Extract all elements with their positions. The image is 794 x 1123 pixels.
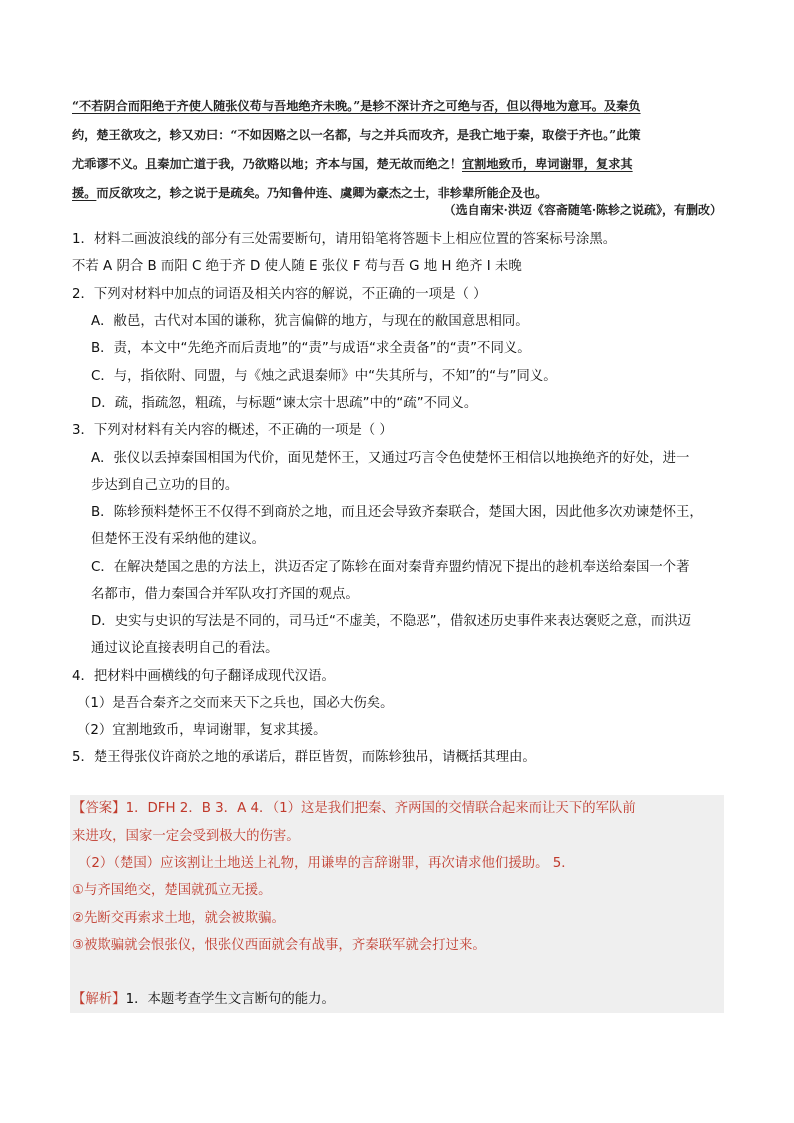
question-3-option-d-cont: 通过议论直接表明自己的看法。 (91, 641, 279, 656)
question-1-sentence: 不若 A 阴合 B 而阳 C 绝于齐 D 使人随 E 张仪 F 苟与吾 G 地 H 绝齐 I 未晚 (72, 259, 522, 274)
question-1: 1．材料二画波浪线的部分有三处需要断句，请用铅笔将答题卡上相应位置的答案标号涂黑。 (72, 232, 617, 247)
passage-line (72, 121, 724, 150)
answer-tag: 【答案】 (72, 801, 126, 816)
question-3: 3．下列对材料有关内容的概述，不正确的一项是（ ） (72, 423, 393, 438)
passage-text: 约，楚王欲攻之，轸又劝曰：“不如因赂之以一名都，与之并兵而攻齐，是我亡地于秦，取偿于齐也。”此策 (72, 128, 641, 142)
question-4: 4．把材料中画横线的句子翻译成现代汉语。 (72, 669, 335, 684)
question-3-option-b-cont: 但楚怀王没有采纳他的建议。 (91, 532, 266, 547)
answer-line: （2）（楚国）应该割让土地送上礼物，用谦卑的言辞谢罪，再次请求他们援助。 5． (78, 856, 575, 871)
answer-line: 来进攻，国家一定会受到极大的伤害。 (72, 829, 300, 844)
passage-text: 尤乖谬不义。且秦加亡道于我，乃欲赂以地；齐本与国，楚无故而绝之！ (72, 157, 462, 171)
question-2-option-b: B．责，本文中“先绝齐而后责地”的“责”与成语“求全责备”的“责”不同义。 (91, 341, 531, 356)
underlined-sentence: 援。 (72, 186, 97, 200)
question-2: 2．下列对材料中加点的词语及相关内容的解说，不正确的一项是（ ） (72, 287, 487, 302)
question-4-part-1: （1）是吾合秦齐之交而来天下之兵也，国必大伤矣。 (77, 696, 394, 711)
analysis-line (72, 991, 335, 1009)
question-3-option-c-cont: 名都市，借力秦国合并军队攻打齐国的观点。 (91, 587, 359, 602)
answer-line (72, 800, 636, 818)
question-3-option-c: C．在解决楚国之患的方法上，洪迈否定了陈轸在面对秦背弃盟约情况下提出的趁机奉送给秦国一个著 (91, 560, 690, 575)
passage-text: 而反欲攻之，轸之说于是疏矣。乃知鲁仲连、虞卿为豪杰之士，非轸辈所能企及也。 (96, 186, 548, 200)
answer-text: 1．DFH 2．B 3．A 4．（1）这是我们把秦、齐两国的交情联合起来而让天下的军队前 (125, 801, 636, 816)
question-5: 5．楚王得张仪许商於之地的承诺后，群臣皆贺，而陈轸独吊，请概括其理由。 (72, 750, 536, 765)
classical-passage (72, 92, 724, 208)
answer-point-3: ③被欺骗就会恨张仪，恨张仪西面就会有战事，齐秦联军就会打过来。 (72, 938, 486, 953)
question-2-option-c: C．与，指依附、同盟，与《烛之武退秦师》中“失其所与，不知”的“与”同义。 (91, 369, 557, 384)
passage-line (72, 150, 724, 179)
question-2-option-a: A．敝邑，古代对本国的谦称，犹言偏僻的地方，与现在的敝国意思相同。 (91, 314, 529, 329)
passage-line (72, 92, 724, 121)
question-3-option-a: A．张仪以丢掉秦国相国为代价，面见楚怀王，又通过巧言令色使楚怀王相信以地换绝齐的好处，进一 (91, 451, 690, 466)
answer-point-1: ①与齐国绝交，楚国就孤立无援。 (72, 883, 272, 898)
passage-source: （选自南宋·洪迈《容斋随笔·陈轸之说疏》，有删改） (443, 203, 722, 217)
passage-text: “不若阴合而阳绝于齐使人随张仪苟与吾地绝齐未晚。”是轸不深计齐之可绝与否，但以得地为意耳。及秦负 (72, 99, 641, 113)
underlined-sentence: 宜割地致币，卑词谢罪，复求其 (462, 157, 633, 171)
question-3-option-a-cont: 步达到自己立功的目的。 (91, 478, 239, 493)
question-4-part-2: （2）宜割地致币，卑词谢罪，复求其援。 (77, 723, 327, 738)
question-2-option-d: D．疏，指疏忽，粗疏，与标题“谏太宗十思疏”中的“疏”不同义。 (91, 396, 478, 411)
question-3-option-b: B．陈轸预料楚怀王不仅得不到商於之地，而且还会导致齐秦联合，楚国大困，因此他多次劝谏楚怀王， (91, 505, 703, 520)
question-3-option-d: D．史实与史识的写法是不同的，司马迁“不虚美，不隐恶”，借叙述历史事件来表达褒贬之意，而洪迈 (91, 614, 691, 629)
analysis-text: 1．本题考查学生文言断句的能力。 (125, 992, 335, 1007)
analysis-tag: 【解析】 (72, 992, 126, 1007)
answer-point-2: ②先断交再索求土地，就会被欺骗。 (72, 911, 285, 926)
